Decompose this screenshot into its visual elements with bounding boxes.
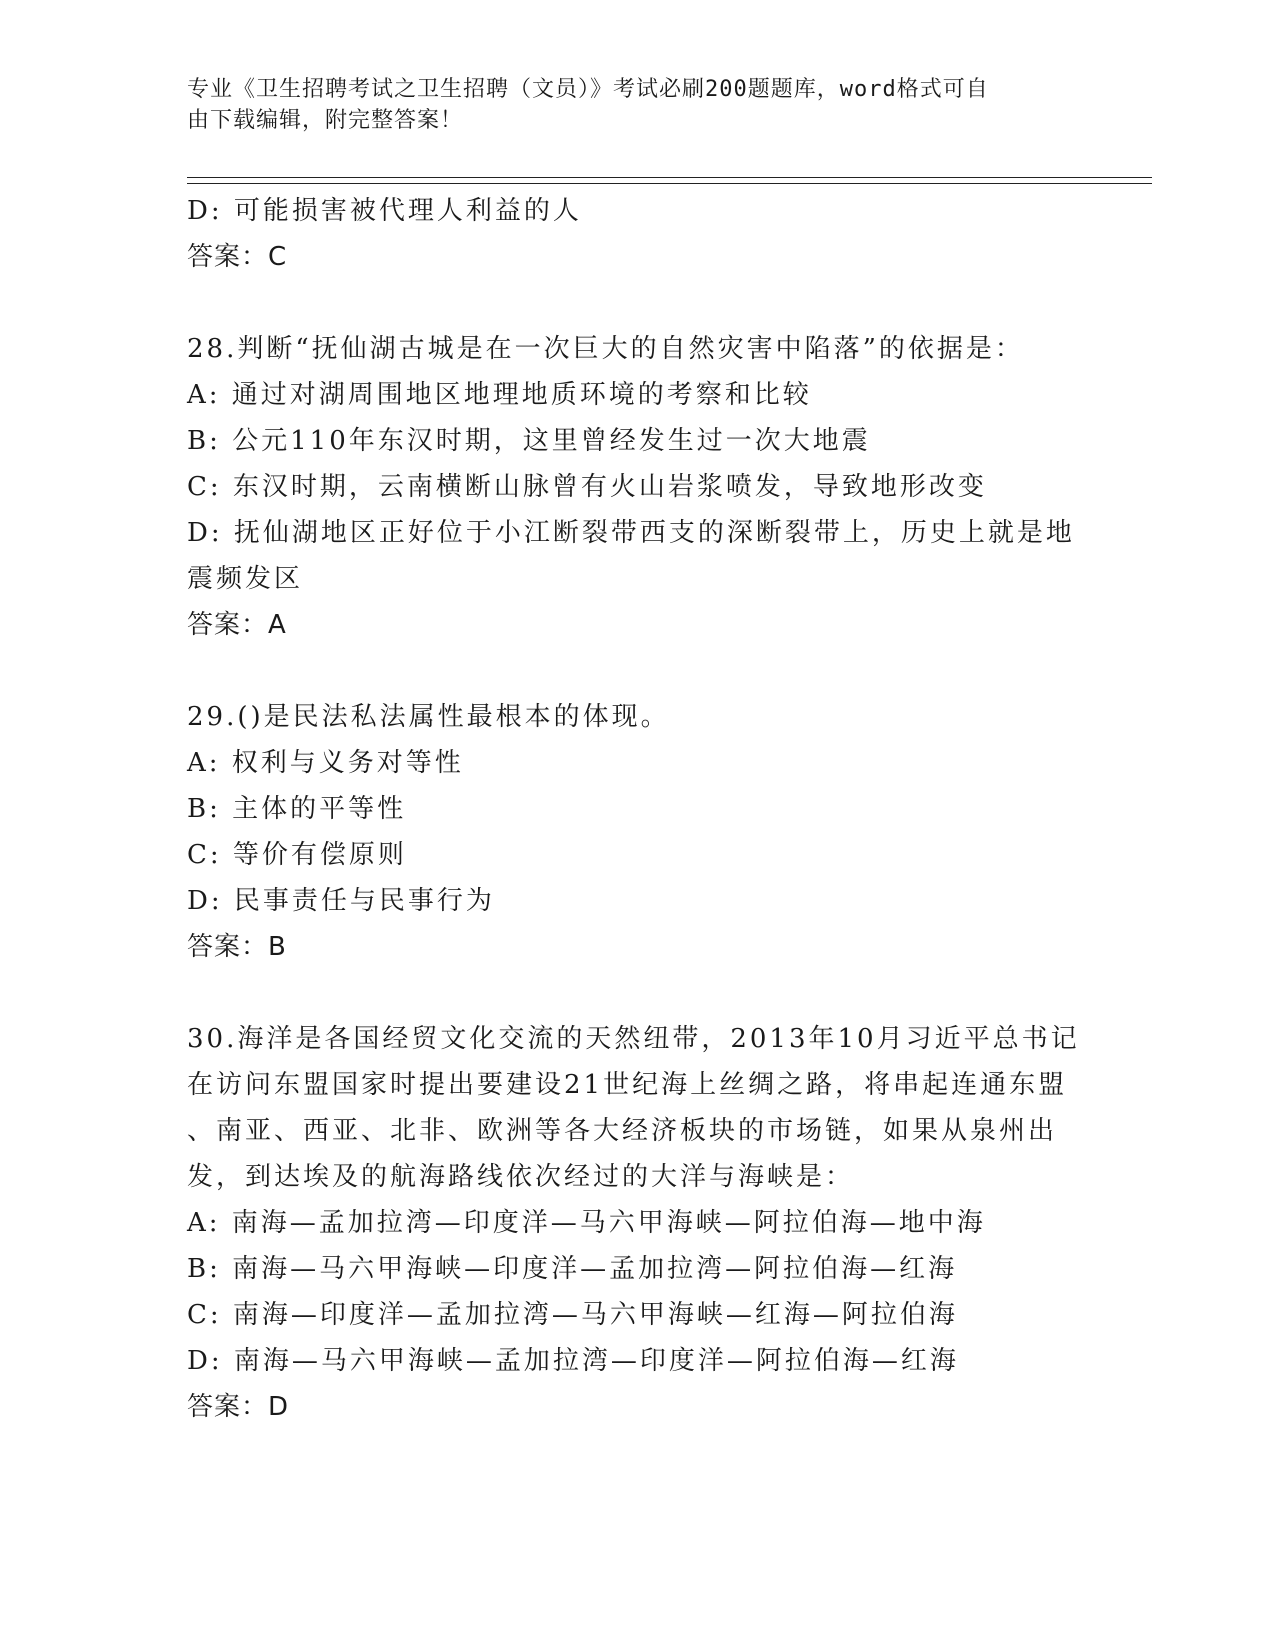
question-30-text-line-2: 在访问东盟国家时提出要建设21世纪海上丝绸之路，将串起连通东盟 bbox=[187, 1070, 1068, 1100]
question-28-option-d-line-1: D: 抚仙湖地区正好位于小江断裂带西支的深断裂带上，历史上就是地 bbox=[187, 518, 1075, 548]
spacer bbox=[187, 280, 1087, 326]
question-29-option-a: A: 权利与义务对等性 bbox=[187, 748, 464, 778]
header-line-2: 由下载编辑，附完整答案！ bbox=[187, 108, 464, 133]
prev-option-d: D: 可能损害被代理人利益的人 bbox=[187, 196, 582, 226]
question-29-text: 29.()是民法私法属性最根本的体现。 bbox=[187, 702, 670, 732]
question-28-option-c: C: 东汉时期，云南横断山脉曾有火山岩浆喷发，导致地形改变 bbox=[187, 472, 987, 502]
question-30-option-b: B: 南海—马六甲海峡—印度洋—孟加拉湾—阿拉伯海—红海 bbox=[187, 1254, 958, 1284]
question-30-option-c: C: 南海—印度洋—孟加拉湾—马六甲海峡—红海—阿拉伯海 bbox=[187, 1300, 958, 1330]
prev-answer: 答案：C bbox=[187, 242, 288, 272]
question-28-option-a: A: 通过对湖周围地区地理地质环境的考察和比较 bbox=[187, 380, 812, 410]
question-28-option-d-line-2: 震频发区 bbox=[187, 564, 304, 594]
question-28-option-b: B: 公元110年东汉时期，这里曾经发生过一次大地震 bbox=[187, 426, 871, 456]
question-28 bbox=[187, 326, 1087, 648]
header-divider-bottom bbox=[187, 183, 1152, 184]
spacer bbox=[187, 970, 1087, 1016]
question-28-text: 28.判断“抚仙湖古城是在一次巨大的自然灾害中陷落”的依据是： bbox=[187, 334, 1024, 364]
question-28-answer: 答案：A bbox=[187, 610, 287, 640]
question-30-option-a: A: 南海—孟加拉湾—印度洋—马六甲海峡—阿拉伯海—地中海 bbox=[187, 1208, 986, 1238]
question-29-answer: 答案：B bbox=[187, 932, 287, 962]
question-30-answer: 答案：D bbox=[187, 1392, 290, 1422]
question-29-option-b: B: 主体的平等性 bbox=[187, 794, 407, 824]
question-30 bbox=[187, 1016, 1087, 1430]
header-divider-top bbox=[187, 177, 1152, 178]
question-30-text-line-4: 发，到达埃及的航海路线依次经过的大洋与海峡是： bbox=[187, 1162, 855, 1192]
header-line-1: 专业《卫生招聘考试之卫生招聘（文员）》考试必刷200题题库，word格式可自 bbox=[187, 77, 989, 102]
question-29 bbox=[187, 694, 1087, 970]
question-30-text-line-3: 、南亚、西亚、北非、欧洲等各大经济板块的市场链，如果从泉州出 bbox=[187, 1116, 1058, 1146]
question-30-text-line-1: 30.海洋是各国经贸文化交流的天然纽带，2013年10月习近平总书记 bbox=[187, 1024, 1080, 1054]
document-body bbox=[187, 188, 1087, 1430]
spacer bbox=[187, 648, 1087, 694]
question-29-option-d: D: 民事责任与民事行为 bbox=[187, 886, 495, 916]
question-30-option-d: D: 南海—马六甲海峡—孟加拉湾—印度洋—阿拉伯海—红海 bbox=[187, 1346, 959, 1376]
document-header bbox=[187, 74, 1067, 136]
question-29-option-c: C: 等价有偿原则 bbox=[187, 840, 407, 870]
